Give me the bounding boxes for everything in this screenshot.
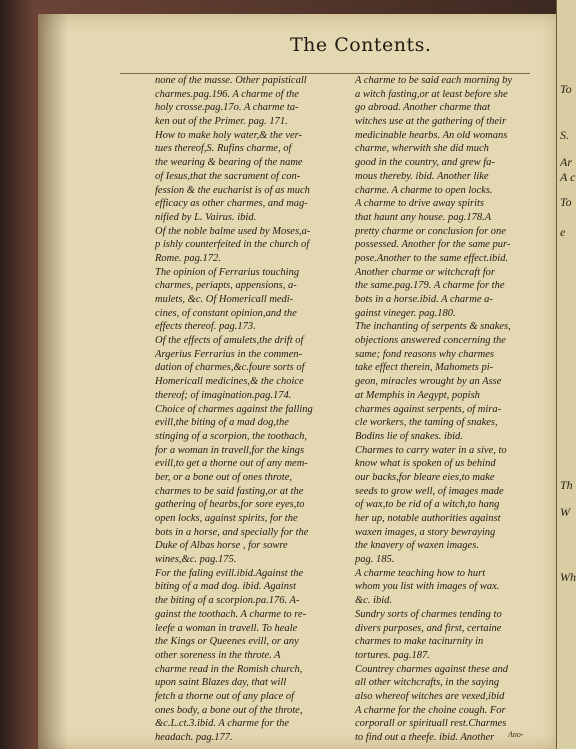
page-header: The Contents.: [290, 34, 432, 56]
left-column-line: gathering of hearbs,for sore eyes,to: [155, 499, 305, 511]
left-column-line: efficacy as other charmes, and mag-: [155, 198, 308, 210]
book-page: [38, 14, 558, 749]
left-column-line: The opinion of Ferrarius touching: [155, 266, 300, 278]
next-page-fragment: A c: [560, 170, 576, 184]
left-column-line: gainst the toothach. A charme to re-: [155, 608, 307, 620]
left-column-line: stinging of a scorpion, the toothach,: [155, 430, 307, 442]
right-column-line: of wax,to be rid of a witch,to hang: [355, 499, 500, 511]
left-column-line: leefe a woman in travell. To heale: [155, 622, 298, 634]
left-column-line: evill,the biting of a mad dog,the: [155, 417, 289, 429]
left-column-line: Rome. pag.172.: [155, 252, 221, 264]
right-column-line: divers purposes, and first, certaine: [355, 622, 502, 634]
left-column-line: upon saint Blazes day, that will: [155, 677, 287, 689]
right-column-line: our backs,for bleare eies,to make: [355, 471, 495, 483]
right-column-line: A charme to be said each morning by: [355, 75, 512, 86]
right-column-line: to find out a theefe. ibid. Another: [355, 732, 495, 743]
left-column-line: Of the noble balme used by Moses,a-: [155, 225, 311, 237]
right-column-line: charme, wherwith she did much: [355, 143, 489, 155]
right-column-line: pag. 185.: [355, 554, 395, 566]
left-column-line: open locks, against spirits, for the: [155, 513, 298, 524]
right-column-line: take effect therein, Mahomets pi-: [355, 362, 494, 374]
right-column-line: good in the country, and grew fa-: [355, 157, 495, 169]
right-column-line: charme. A charme to open locks.: [355, 184, 493, 196]
right-column-line: at Memphis in Aegypt, popish: [355, 389, 480, 401]
left-column-line: effects thereof. pag.173.: [155, 321, 256, 333]
left-column-line: For the faling evill.ibid.Against the: [155, 567, 304, 579]
left-column-line: charmes to be said fasting,or at the: [155, 485, 304, 497]
left-column-line: ones body, a bone out of the throte,: [155, 704, 303, 716]
right-column-line: Charmes to carry water in a sive, to: [355, 444, 507, 456]
right-column-line: pretty charme or conclusion for one: [355, 225, 506, 237]
right-column-line: tortures. pag.187.: [355, 649, 430, 661]
left-column-line: other soreness in the throte. A: [155, 649, 281, 661]
right-column-line: A charme teaching how to hurt: [355, 567, 486, 579]
left-column-line: charmes.pag.196. A charme of the: [155, 88, 299, 100]
right-column-line: &c. ibid.: [355, 595, 393, 607]
next-page-fragment: To: [560, 82, 572, 96]
right-column-line: know what is spoken of us behind: [355, 458, 496, 470]
next-page-fragment: To: [560, 195, 572, 209]
left-column-line: holy crosse.pag.17o. A charme ta-: [155, 102, 299, 114]
left-column-line: the Kings or Queenes evill, or any: [155, 636, 299, 648]
left-column: [155, 74, 313, 745]
right-column-line: waxen images, a story bewraying: [355, 526, 496, 538]
right-column-line: mous thereby. ibid. Another like: [355, 170, 489, 182]
next-page-edge: [556, 0, 576, 749]
left-column-line: wines,&c. pag.175.: [155, 554, 237, 566]
left-column-line: charmes, periapts, appensions, a-: [155, 280, 297, 292]
right-column: [355, 74, 512, 745]
next-page-fragment: S.: [560, 128, 569, 142]
left-column-line: dation of charmes,&c.foure sorts of: [155, 362, 305, 374]
left-column-line: evill,to get a thorne out of any mem-: [155, 458, 308, 470]
left-column-line: for a woman in travell,for the kings: [155, 444, 305, 456]
right-column-line: her up, notable authorities against: [355, 513, 501, 524]
right-column-line: The inchanting of serpents & snakes,: [355, 321, 511, 333]
right-column-line: charmes against serpents, of mira-: [355, 403, 502, 415]
left-column-line: none of the masse. Other papisticall: [155, 75, 307, 86]
left-column-line: Argerius Ferrarius in the commen-: [155, 348, 303, 360]
left-column-line: biting of a mad dog. ibid. Against: [155, 581, 296, 593]
left-column-line: fetch a thorne out of any place of: [155, 690, 295, 702]
left-column-line: p ishly counterfeited in the church of: [155, 239, 310, 251]
right-column-line: Bodins lie of snakes. ibid.: [355, 430, 463, 442]
left-column-line: nified by L. Vairus. ibid.: [155, 211, 257, 223]
next-page-fragment: e: [560, 225, 566, 239]
left-column-line: of Iesus,that the sacrament of con-: [155, 170, 301, 182]
left-column-line: Choice of charmes against the falling: [155, 403, 313, 415]
right-column-line: Sundry sorts of charmes tending to: [355, 608, 502, 620]
left-column-line: Of the effects of amulets,the drift of: [155, 335, 304, 347]
right-column-line: A charme to drive away spirits: [355, 198, 485, 210]
catchword: Ano-: [508, 730, 524, 739]
left-column-line: thereof; of imagination.pag.174.: [155, 389, 292, 401]
left-column-line: Duke of Albas horse , for sowre: [155, 540, 288, 552]
left-column-line: cines, of constant opinion,and the: [155, 307, 297, 319]
next-page-fragment: Wh: [560, 570, 576, 584]
right-column-line: objections answered concerning the: [355, 335, 506, 347]
right-column-line: seeds to grow well, of images made: [355, 485, 504, 497]
left-column-line: How to make holy water,& the ver-: [155, 129, 303, 141]
right-column-line: whom you list with images of wax.: [355, 581, 500, 593]
right-column-line: medicinable hearbs. An old womans: [355, 129, 508, 141]
right-column-line: a witch fasting,or at least before she: [355, 88, 508, 100]
right-column-line: A charme for the choine cough. For: [355, 704, 506, 716]
right-column-line: geon, miracles wrought by an Asse: [355, 376, 502, 388]
left-column-line: headach. pag.177.: [155, 732, 233, 743]
right-column-line: the knavery of waxen images.: [355, 540, 479, 552]
left-column-line: bots in a horse, and specially for the: [155, 526, 309, 538]
right-column-line: also whereof witches are vexed,ibid: [355, 690, 505, 702]
left-column-line: Homericall medicines,& the choice: [155, 376, 304, 388]
right-column-line: all other witchcrafts, in the saying: [355, 677, 500, 689]
left-column-line: ken out of the Primer. pag. 171.: [155, 116, 288, 128]
left-column-line: ber, or a bone out of ones throte,: [155, 471, 292, 483]
right-column-line: Countrey charmes against these and: [355, 663, 509, 675]
page-gutter-shadow: [38, 14, 68, 749]
right-column-line: bots in a horse.ibid. A charme a-: [355, 294, 493, 305]
left-column-line: charme read in the Romish church,: [155, 663, 303, 675]
right-column-line: the same.pag.179. A charme for the: [355, 280, 505, 292]
right-column-line: witches use at the gathering of their: [355, 116, 507, 128]
right-column-line: that haunt any house. pag.178.A: [355, 211, 492, 223]
next-page-fragment: W: [560, 505, 570, 519]
right-column-line: possessed. Another for the same pur-: [355, 239, 511, 251]
right-column-line: gainst vineger. pag.180.: [355, 307, 456, 319]
right-column-line: pose.Another to the same effect.ibid.: [355, 252, 509, 264]
left-column-line: &c.L.ct.3.ibid. A charme for the: [155, 718, 290, 730]
right-column-line: cle workers, the taming of snakes,: [355, 417, 498, 429]
left-column-line: the biting of a scorpion.pa.176. A-: [155, 595, 300, 607]
next-page-fragment: Th: [560, 478, 573, 492]
right-column-line: go abroad. Another charme that: [355, 102, 491, 114]
left-column-line: the wearing & bearing of the name: [155, 157, 303, 169]
left-column-line: tues thereof,S. Rufins charme, of: [155, 143, 292, 155]
right-column-line: corporall or spirituall rest.Charmes: [355, 718, 507, 730]
left-column-line: fession & the eucharist is of as much: [155, 184, 310, 196]
next-page-fragment: Ar: [560, 155, 572, 169]
left-column-line: mulets, &c. Of Homericall medi-: [155, 294, 294, 305]
right-column-line: charmes to make taciturnity in: [355, 636, 484, 648]
right-column-line: same; fond reasons why charmes: [355, 348, 495, 360]
right-column-line: Another charme or witchcraft for: [355, 266, 495, 278]
